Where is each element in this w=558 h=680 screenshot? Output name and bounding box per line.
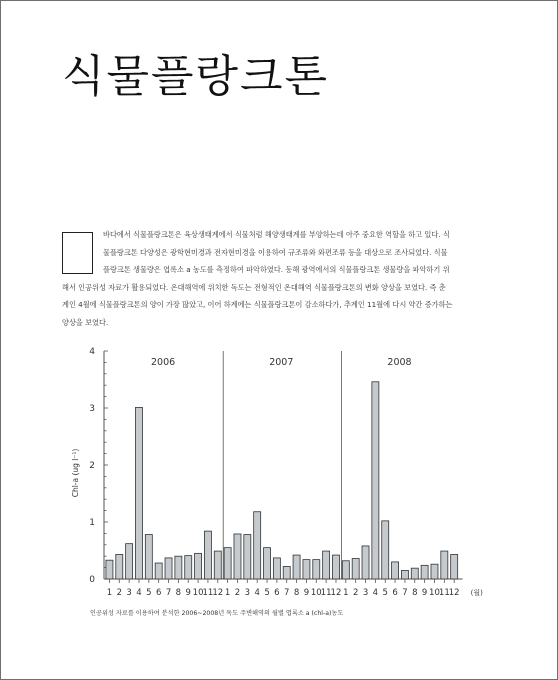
- bar: [382, 521, 389, 579]
- bar: [431, 564, 438, 579]
- x-tick-label: 12: [330, 588, 342, 598]
- x-tick-label: 8: [412, 588, 418, 598]
- body-line: 해서 인공위성 자료가 활용되었다. 온대해역에 위치한 독도는 전형적인 온대해역 식물플랑크톤의 변화 양상을 보였다. 즉 춘: [62, 282, 446, 292]
- bar: [332, 555, 339, 579]
- body-line: 플랑크톤 생물량은 엽록소 a 농도를 측정하여 파악하였다. 동해 광역에서의 식물플랑크톤 생물량을 파악하기 위: [103, 265, 450, 275]
- page-title: 식물플랑크톤: [62, 51, 330, 102]
- bar: [273, 558, 280, 579]
- bar: [323, 551, 330, 579]
- year-label: 2007: [269, 357, 294, 368]
- y-tick-label: 2: [89, 461, 95, 471]
- bar: [244, 535, 251, 579]
- x-tick-label: 5: [146, 588, 152, 598]
- bar: [145, 535, 152, 579]
- bar: [411, 568, 418, 579]
- x-tick-label: 10: [310, 588, 322, 598]
- x-tick-label: 3: [126, 588, 132, 598]
- bar: [313, 560, 320, 579]
- body-line: 물플랑크톤 다양성은 광학현미경과 전자현미경을 이용하여 규조류와 와편조류 등을 대상으로 조사되었다. 식물: [103, 247, 448, 257]
- bar: [293, 555, 300, 579]
- bar: [185, 556, 192, 579]
- bar: [204, 531, 211, 579]
- x-tick-label: 10: [429, 588, 440, 598]
- x-tick-label: 6: [274, 588, 280, 598]
- x-axis-unit-label: (월): [470, 589, 483, 597]
- body-line: 양상을 보였다.: [62, 317, 109, 327]
- body-line: 바다에서 식물플랑크톤은 육상생태계에서 식물처럼 해양생태계를 부양하는데 아주 중요한 역할을 하고 있다. 식: [103, 230, 450, 239]
- bar: [303, 560, 310, 579]
- x-tick-label: 8: [175, 588, 182, 598]
- x-tick-label: 4: [136, 588, 142, 598]
- bar: [214, 551, 221, 579]
- x-tick-label: 1: [224, 588, 231, 598]
- year-label: 2006: [151, 357, 176, 368]
- x-tick-label: 11: [202, 588, 214, 598]
- bar: [392, 562, 399, 579]
- bar: [165, 558, 172, 579]
- bar: [451, 554, 458, 579]
- x-tick-label: 6: [392, 588, 398, 598]
- bar: [155, 563, 162, 579]
- x-tick-label: 12: [448, 588, 460, 598]
- bar: [401, 570, 408, 579]
- x-tick-label: 11: [438, 588, 450, 598]
- body-line: 계인 4월에 식물플랑크톤의 양이 가장 많았고, 이어 하계에는 식물플랑크톤이 감소하다가, 추계인 11월에 다시 약간 증가하는: [62, 300, 453, 310]
- y-tick-label: 4: [89, 347, 95, 357]
- bar: [283, 566, 290, 579]
- bar: [116, 554, 123, 579]
- bar: [342, 561, 349, 579]
- x-tick-label: 5: [264, 588, 270, 598]
- x-tick-label: 6: [155, 588, 162, 598]
- x-tick-label: 2: [352, 588, 359, 598]
- x-tick-label: 9: [303, 588, 310, 598]
- bar: [175, 556, 182, 579]
- chart-caption: 인공위성 자료를 이용하여 분석한 2006~2008년 독도 주변해역의 월별 엽록소 a (chl-a)농도: [90, 610, 344, 617]
- bar: [264, 548, 271, 579]
- x-tick-label: 2: [116, 588, 122, 598]
- bar: [421, 565, 428, 579]
- x-tick-label: 5: [382, 588, 388, 598]
- bar: [254, 512, 261, 579]
- x-tick-label: 7: [402, 588, 408, 598]
- bar: [372, 382, 379, 579]
- bar: [195, 553, 202, 579]
- y-axis-label: Chl-a (ug l⁻¹): [71, 448, 80, 498]
- x-tick-label: 4: [254, 588, 260, 598]
- x-tick-label: 9: [185, 588, 191, 598]
- x-tick-label: 8: [293, 588, 300, 598]
- x-tick-label: 11: [320, 588, 332, 598]
- x-tick-label: 7: [284, 588, 290, 598]
- x-tick-label: 3: [362, 588, 369, 598]
- x-tick-label: 9: [421, 588, 428, 598]
- bar: [135, 407, 142, 579]
- x-tick-label: 1: [343, 588, 349, 598]
- x-tick-label: 7: [165, 588, 172, 598]
- bar: [441, 551, 448, 579]
- x-tick-label: 3: [244, 588, 251, 598]
- bar: [126, 544, 133, 579]
- bar: [234, 534, 241, 579]
- year-label: 2008: [387, 357, 412, 368]
- y-tick-label: 0: [89, 575, 95, 585]
- bar: [362, 546, 369, 579]
- x-tick-label: 10: [192, 588, 204, 598]
- bar: [224, 548, 231, 579]
- y-tick-label: 1: [89, 518, 95, 528]
- y-tick-label: 3: [89, 404, 95, 414]
- x-tick-label: 12: [212, 588, 224, 598]
- x-tick-label: 1: [106, 588, 113, 598]
- bar: [352, 558, 359, 579]
- x-tick-label: 4: [372, 588, 379, 598]
- bar: [106, 560, 113, 579]
- x-tick-label: 2: [234, 588, 241, 598]
